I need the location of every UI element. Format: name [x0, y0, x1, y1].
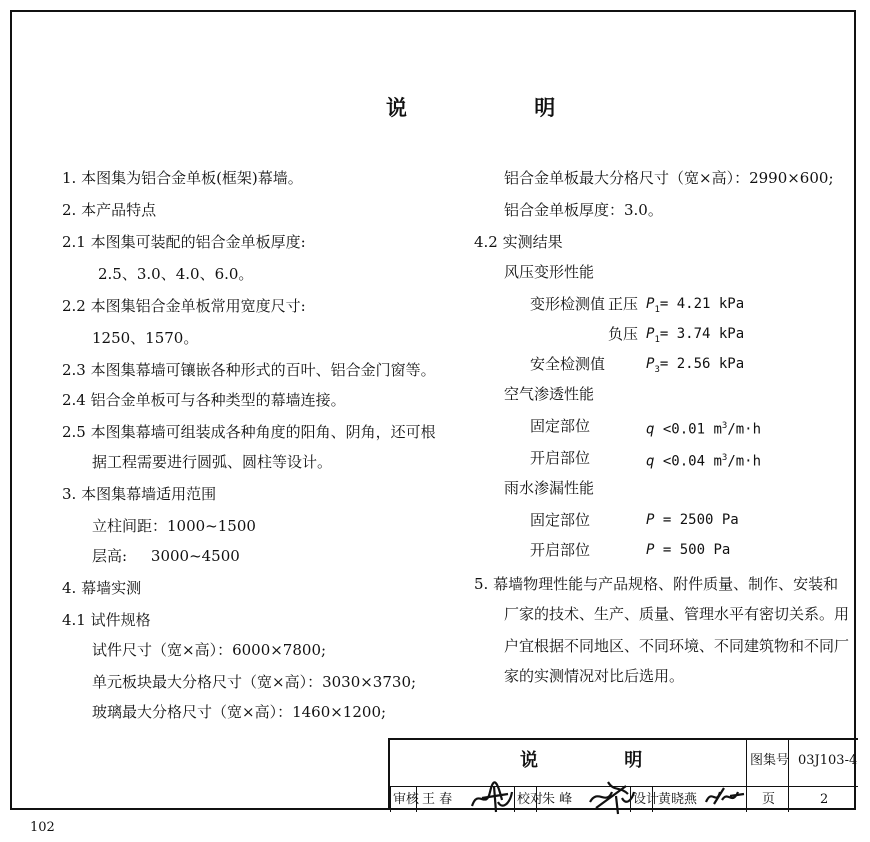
text-line: 5. 幕墙物理性能与产品规格、附件质量、制作、安装和 [474, 575, 839, 593]
page-label: 页 [762, 792, 776, 807]
check-label: 校对 [517, 792, 544, 807]
label: 开启部位 [530, 541, 591, 559]
label: 负压 [608, 325, 639, 343]
design-label: 设计 [633, 792, 660, 807]
text-line: 1. 本图集为铝合金单板(框架)幕墙。 [62, 169, 303, 187]
formula: $P_3= 2.56$ kPa [646, 356, 745, 375]
label: 正压 [608, 295, 639, 313]
text-line: 2.5、3.0、4.0、6.0。 [98, 265, 254, 283]
signature-review [468, 780, 516, 816]
formula: $P_1= 4.21$ kPa [646, 296, 745, 315]
text-line: 户宜根据不同地区、不同环境、不同建筑物和不同厂 [504, 637, 850, 655]
formula: P = 2500 Pa [646, 512, 739, 528]
signature-design [702, 782, 746, 812]
block-title: 说 明 [520, 750, 683, 771]
formula: $P_1= 3.74$ kPa [646, 326, 745, 345]
text-line: 层高: 3000~4500 [92, 547, 240, 565]
formula: q <0.04 $m^3/m\cdot h$ [646, 453, 762, 470]
text-line: 单元板块最大分格尺寸（宽×高）：3030×3730; [92, 673, 417, 691]
review-label: 审核 [393, 792, 420, 807]
text-line: 3. 本图集幕墙适用范围 [62, 485, 217, 503]
label: 固定部位 [530, 511, 591, 529]
atlas-label: 图集号 [750, 753, 790, 768]
page-no: 2 [820, 792, 829, 807]
text-line: 4.2 实测结果 [474, 233, 563, 251]
review-name: 王 春 [422, 792, 453, 807]
text-line: 家的实测情况对比后选用。 [504, 667, 685, 685]
text-line: 玻璃最大分格尺寸（宽×高）：1460×1200; [92, 703, 387, 721]
text-line: 2. 本产品特点 [62, 201, 157, 219]
text-line: 2.3 本图集幕墙可镶嵌各种形式的百叶、铝合金门窗等。 [62, 361, 436, 379]
text-line: 空气渗透性能 [504, 385, 595, 403]
text-line: 试件尺寸（宽×高）：6000×7800; [92, 641, 327, 659]
label: 安全检测值 [530, 355, 606, 373]
text-line: 风压变形性能 [504, 263, 595, 281]
text-line: 铝合金单板厚度：3.0。 [504, 201, 663, 219]
label: 变形检测值 [530, 295, 606, 313]
signature-check [586, 778, 636, 816]
text-line: 铝合金单板最大分格尺寸（宽×高）：2990×600; [504, 169, 834, 187]
text-line: 2.1 本图集可装配的铝合金单板厚度: [62, 233, 306, 251]
formula: P = 500 Pa [646, 542, 731, 558]
title-block [388, 738, 858, 810]
text-line: 1250、1570。 [92, 329, 199, 347]
label: 开启部位 [530, 449, 591, 467]
design-name: 黄晓燕 [658, 792, 698, 807]
text-line: 2.5 本图集幕墙可组装成各种角度的阳角、阴角，还可根 [62, 423, 436, 441]
formula: q <0.01 $m^3/m\cdot h$ [646, 421, 762, 438]
sheet-page-number: 102 [30, 820, 55, 835]
text-line: 立柱间距：1000~1500 [92, 517, 256, 535]
check-name: 朱 峰 [542, 792, 573, 807]
atlas-number: 03J103-4 [798, 753, 858, 768]
text-line: 2.2 本图集铝合金单板常用宽度尺寸: [62, 297, 306, 315]
text-line: 2.4 铝合金单板可与各种类型的幕墙连接。 [62, 391, 346, 409]
label: 固定部位 [530, 417, 591, 435]
text-line: 据工程需要进行圆弧、圆柱等设计。 [92, 453, 333, 471]
text-line: 雨水渗漏性能 [504, 479, 595, 497]
text-line: 4.1 试件规格 [62, 611, 151, 629]
text-line: 4. 幕墙实测 [62, 579, 142, 597]
text-line: 厂家的技术、生产、质量、管理水平有密切关系。用 [504, 605, 850, 623]
page-title: 说 明 [386, 95, 616, 120]
